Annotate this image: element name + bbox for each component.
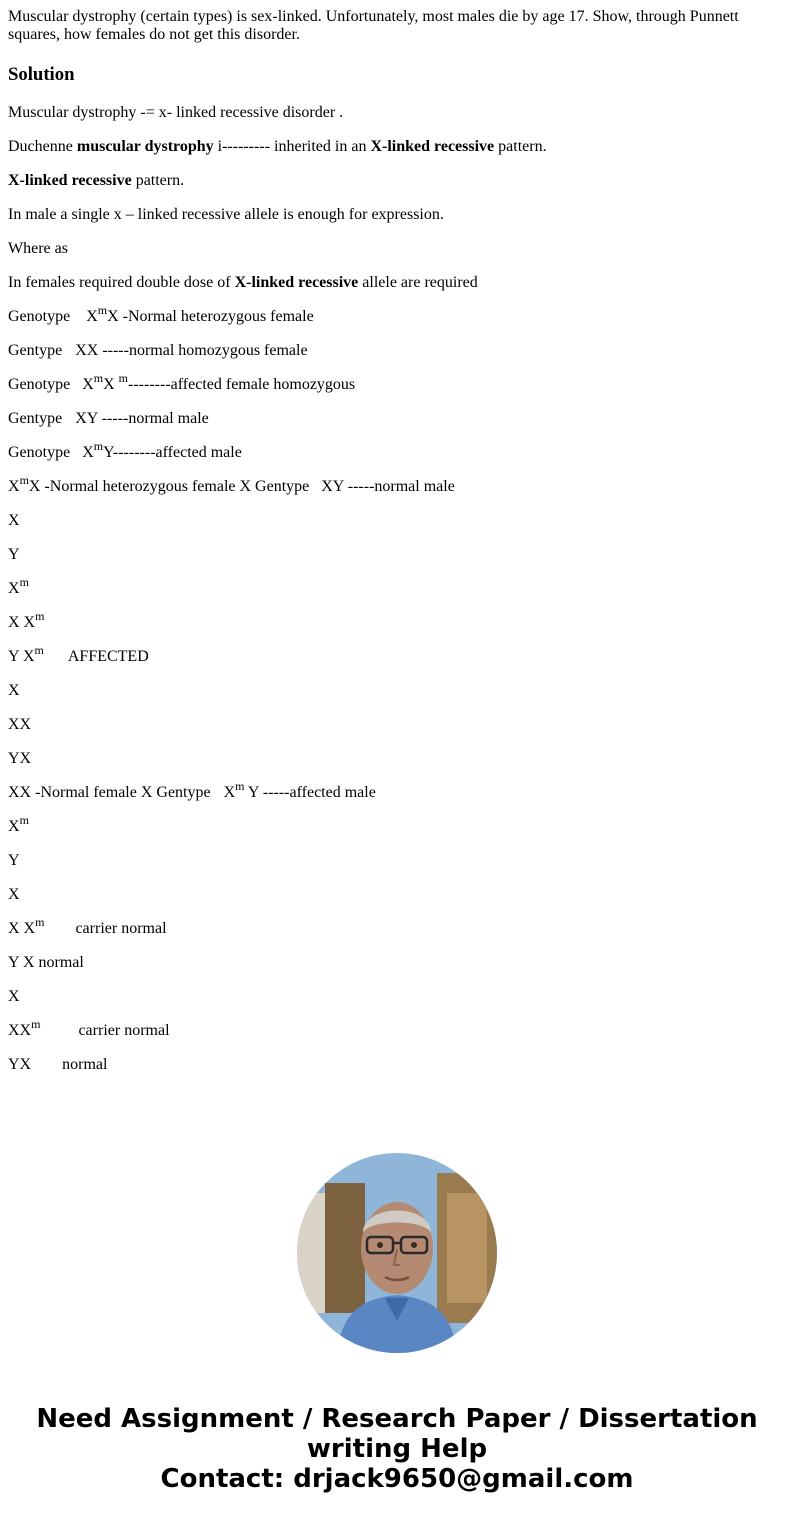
bold-term: X-linked recessive bbox=[234, 274, 359, 291]
description: XY -----normal male bbox=[75, 410, 209, 427]
punnett-two-cell: Y bbox=[8, 852, 20, 869]
punnett-one-cell: X bbox=[8, 512, 20, 529]
text-span: Duchenne bbox=[8, 138, 77, 155]
genotype-normal-male bbox=[8, 410, 786, 428]
allele: X bbox=[103, 376, 119, 393]
superscript: m bbox=[235, 779, 245, 793]
text-span: pattern. bbox=[494, 138, 547, 155]
line-where-as: Where as bbox=[8, 240, 68, 257]
allele: X bbox=[82, 444, 94, 461]
superscript: m bbox=[97, 303, 108, 317]
label: Gentype bbox=[8, 342, 63, 359]
genotype-affected-female bbox=[8, 371, 786, 394]
line-pattern bbox=[8, 172, 786, 190]
punnett-one-cell bbox=[8, 643, 786, 666]
superscript: m bbox=[93, 439, 104, 453]
superscript: m bbox=[35, 609, 45, 623]
allele: X bbox=[82, 376, 94, 393]
description: --------affected female homozygous bbox=[128, 376, 356, 393]
carrier-label: carrier normal bbox=[75, 920, 167, 937]
punnett-two-cell bbox=[8, 1056, 786, 1074]
line-duchenne bbox=[8, 138, 786, 156]
label: Genotype bbox=[8, 376, 71, 393]
label: Genotype bbox=[8, 444, 71, 461]
description: Y--------affected male bbox=[103, 444, 242, 461]
punnett-two-cell: X bbox=[8, 886, 20, 903]
allele: X bbox=[8, 818, 20, 835]
line-definition: Muscular dystrophy -= x- linked recessive disorder . bbox=[8, 104, 344, 121]
bold-term: muscular dystrophy bbox=[76, 138, 214, 155]
bold-term: X-linked recessive bbox=[370, 138, 495, 155]
description: XX -----normal homozygous female bbox=[75, 342, 308, 359]
allele: YX bbox=[8, 1056, 32, 1073]
punnett-one-cell bbox=[8, 575, 786, 598]
allele: X bbox=[223, 784, 236, 801]
label: Genotype bbox=[8, 308, 71, 325]
description: X -Normal heterozygous female X Gentype bbox=[28, 478, 310, 495]
description: Y -----affected male bbox=[244, 784, 376, 801]
punnett-one-cell: Y bbox=[8, 546, 20, 563]
punnett-two-cell: Y X normal bbox=[8, 954, 84, 971]
superscript: m bbox=[19, 813, 29, 827]
superscript: m bbox=[35, 915, 45, 929]
superscript: m bbox=[19, 575, 29, 589]
footer-line: Need Assignment / Research Paper / Dissertation bbox=[36, 1404, 758, 1434]
punnett-two-cell bbox=[8, 813, 786, 836]
line-male-expression: In male a single x – linked recessive allele is enough for expression. bbox=[8, 206, 444, 223]
text-span: pattern. bbox=[131, 172, 185, 189]
line-female-dose bbox=[8, 274, 786, 292]
label: Gentype bbox=[8, 410, 63, 427]
superscript: m bbox=[19, 473, 29, 487]
bold-term: X-linked recessive bbox=[8, 172, 132, 189]
genotype-heterozygous-female bbox=[8, 303, 786, 326]
genotype-homozygous-female bbox=[8, 342, 786, 360]
affected-label: AFFECTED bbox=[67, 648, 149, 665]
text-span: i--------- inherited in an bbox=[213, 138, 371, 155]
genotype-affected-male bbox=[8, 439, 786, 462]
punnett-two-cell: X bbox=[8, 988, 20, 1005]
allele: X X bbox=[8, 920, 36, 937]
footer-contact: Contact: drjack9650@gmail.com bbox=[160, 1464, 634, 1494]
punnett-one-cell bbox=[8, 609, 786, 632]
punnett-two-cell bbox=[8, 915, 786, 938]
carrier-label: carrier normal bbox=[78, 1022, 170, 1039]
allele: XX bbox=[8, 1022, 32, 1039]
allele: X bbox=[86, 308, 98, 325]
description: XX -Normal female X Gentype bbox=[8, 784, 211, 801]
avatar-portrait bbox=[297, 1153, 497, 1353]
punnett-one-cell: X bbox=[8, 682, 20, 699]
description: XY -----normal male bbox=[321, 478, 455, 495]
footer-line: writing Help bbox=[306, 1434, 488, 1464]
allele: X X bbox=[8, 614, 36, 631]
allele: X bbox=[8, 580, 20, 597]
cross-one-heading bbox=[8, 473, 786, 496]
footer-promo bbox=[0, 1404, 794, 1494]
punnett-one-cell: XX bbox=[8, 716, 32, 733]
solution-heading: Solution bbox=[8, 64, 75, 85]
cross-two-heading bbox=[8, 779, 786, 802]
punnett-two-cell bbox=[8, 1017, 786, 1040]
question-text: Muscular dystrophy (certain types) is sex-linked. Unfortunately, most males die by age 17. Show, through Punnett squares, how females do not get this disorder. bbox=[8, 8, 739, 43]
normal-label: normal bbox=[62, 1056, 108, 1073]
superscript: m bbox=[93, 371, 104, 385]
text-span: allele are required bbox=[358, 274, 478, 291]
superscript: m bbox=[31, 1017, 41, 1031]
superscript: m bbox=[118, 371, 129, 385]
author-avatar bbox=[297, 1153, 497, 1353]
allele: X bbox=[8, 478, 20, 495]
description: X -Normal heterozygous female bbox=[107, 308, 314, 325]
allele: Y X bbox=[8, 648, 35, 665]
superscript: m bbox=[34, 643, 44, 657]
punnett-one-cell: YX bbox=[8, 750, 32, 767]
text-span: In females required double dose of bbox=[8, 274, 235, 291]
